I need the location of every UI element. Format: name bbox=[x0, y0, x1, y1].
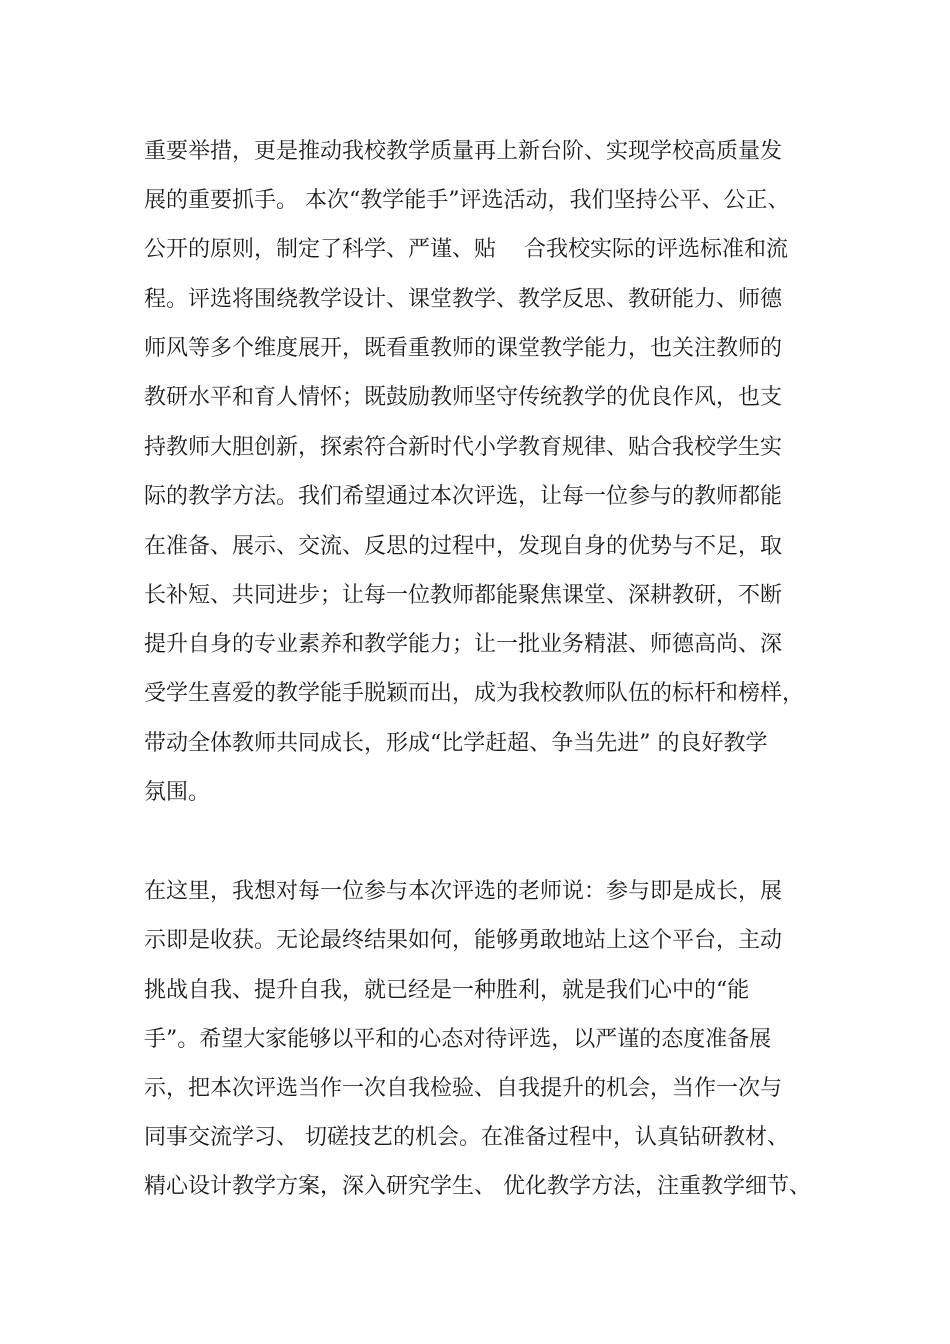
text-line: 展的重要抓手。 本次“教学能手”评选活动，我们坚持公平、公正、 bbox=[144, 188, 790, 213]
text-line: 公开的原则，制定了科学、严谨、贴 合我校实际的评选标准和流 bbox=[144, 237, 788, 262]
text-line: 持教师大胆创新，探索符合新时代小学教育规律、贴合我校学生实 bbox=[144, 435, 783, 460]
text-line: 长补短、共同进步；让每一位教师都能聚焦课堂、深耕教研，不断 bbox=[144, 583, 783, 608]
text-line: 手”。希望大家能够以平和的心态对待评选，以严谨的态度准备展 bbox=[144, 1027, 772, 1052]
text-line: 精心设计教学方案，深入研究学生、 优化教学方法，注重教学细节、 bbox=[144, 1174, 811, 1199]
text-line: 氛围。 bbox=[144, 780, 211, 805]
text-line: 受学生喜爱的教学能手脱颖而出，成为我校教师队伍的标杆和榜样， bbox=[144, 681, 805, 706]
text-line: 提升自身的专业素养和教学能力；让一批业务精湛、师德高尚、深 bbox=[144, 632, 783, 657]
text-line: 在这里，我想对每一位参与本次评选的老师说：参与即是成长，展 bbox=[144, 879, 783, 904]
text-line: 带动全体教师共同成长，形成“比学赶超、争当先进” 的良好教学 bbox=[144, 731, 768, 756]
text-line: 重要举措，更是推动我校教学质量再上新台阶、实现学校高质量发 bbox=[144, 139, 783, 164]
text-line: 同事交流学习、 切磋技艺的机会。在准备过程中，认真钻研教材、 bbox=[144, 1125, 789, 1150]
text-line: 示即是收获。无论最终结果如何，能够勇敢地站上这个平台，主动 bbox=[144, 928, 783, 953]
text-line: 程。评选将围绕教学设计、课堂教学、教学反思、教研能力、师德 bbox=[144, 287, 783, 312]
text-line: 师风等多个维度展开，既看重教师的课堂教学能力，也关注教师的 bbox=[144, 336, 783, 361]
text-line: 挑战自我、提升自我，就已经是一种胜利，就是我们心中的“能 bbox=[144, 978, 750, 1003]
text-line: 教研水平和育人情怀；既鼓励教师坚守传统教学的优良作风，也支 bbox=[144, 385, 783, 410]
text-line: 际的教学方法。我们希望通过本次评选，让每一位参与的教师都能 bbox=[144, 484, 783, 509]
text-line: 在准备、展示、交流、反思的过程中，发现自身的优势与不足，取 bbox=[144, 534, 783, 559]
text-line: 示，把本次评选当作一次自我检验、自我提升的机会，当作一次与 bbox=[144, 1076, 783, 1101]
